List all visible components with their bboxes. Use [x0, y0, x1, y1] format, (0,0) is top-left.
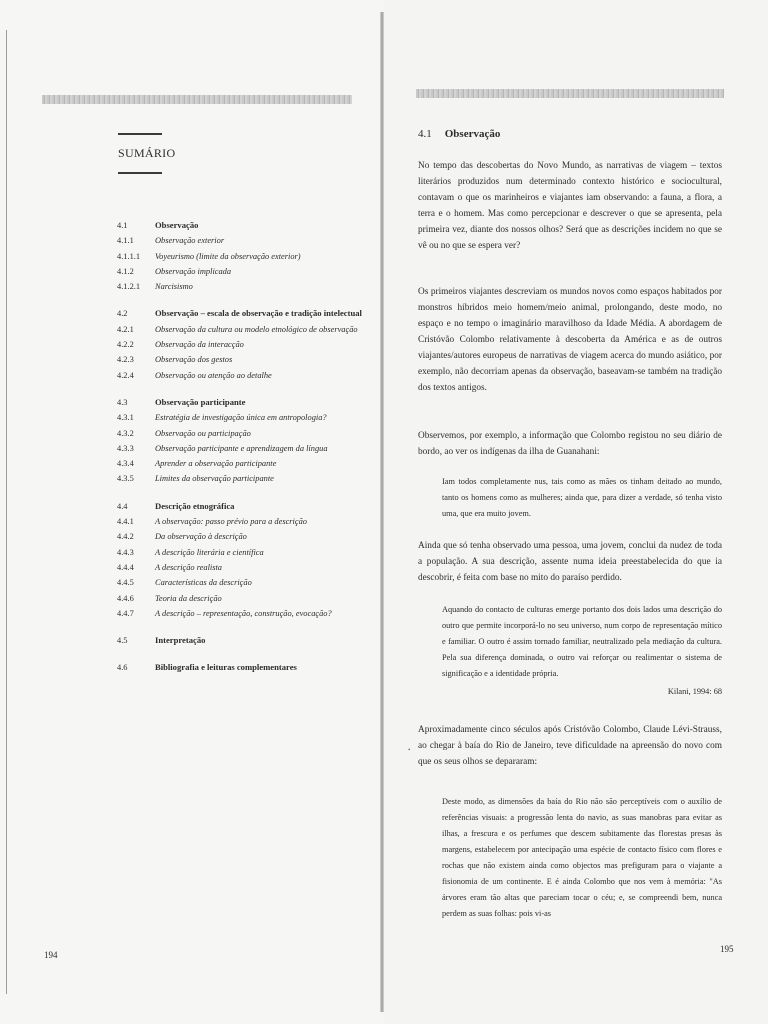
toc-entry-number: 4.4.6 — [117, 593, 134, 603]
body-paragraph: Ainda que só tenha observado uma pessoa, uma jovem, conclui da nudez de toda a população. A sua descrição, assente numa ideia preestabelecida do que ia descobrir, é feita com base no mito do paraíso perdido. — [418, 541, 722, 583]
toc-entry-title: Observação da cultura ou modelo etnológico de observação — [155, 324, 358, 334]
toc-entry-title: Observação participante — [155, 396, 246, 407]
body-paragraph: Observemos, por exemplo, a informação que Colombo registou no seu diário de bordo, ao ver os indígenas da ilha de Guanahani: — [418, 431, 722, 457]
toc-entry-title: Teoria da descrição — [155, 593, 222, 603]
toc-entry — [117, 499, 367, 514]
toc-entry — [117, 322, 367, 337]
toc-entry-title: Observação participante e aprendizagem da língua — [155, 443, 328, 453]
toc-entry-number: 4.6 — [117, 663, 128, 673]
toc-entry — [117, 441, 367, 456]
toc-title-rule-top — [118, 133, 162, 135]
toc-entry — [117, 352, 367, 367]
margin-mark: • — [408, 746, 411, 754]
toc-entry — [117, 395, 367, 410]
toc-entry — [117, 233, 367, 248]
toc-entry — [117, 426, 367, 441]
toc-entry-number: 4.4.1 — [117, 517, 134, 527]
toc-entry-title: Observação exterior — [155, 236, 225, 246]
toc-group — [117, 218, 367, 294]
toc-entry-number: 4.2.1 — [117, 324, 134, 334]
toc-entry-number: 4.3 — [117, 397, 128, 407]
toc-entry — [117, 633, 367, 648]
toc-entry-number: 4.1.1 — [117, 236, 134, 246]
toc-entry — [117, 249, 367, 264]
toc-entry — [117, 529, 367, 544]
toc-entry — [117, 218, 367, 233]
toc-entry-number: 4.2.3 — [117, 355, 134, 365]
section-title: Observação — [444, 128, 501, 140]
toc-group — [117, 660, 367, 675]
toc-entry-title: Estratégia de investigação única em antropologia? — [155, 413, 327, 423]
quote-citation: Kilani, 1994: 68 — [667, 687, 722, 696]
toc-entry — [117, 575, 367, 590]
toc-entry — [117, 471, 367, 486]
toc-entry-number: 4.3.1 — [117, 413, 134, 423]
toc-title: SUMÁRIO — [118, 146, 176, 160]
toc-entry-number: 4.3.4 — [117, 459, 134, 469]
toc-group — [117, 633, 367, 648]
toc-entry-number: 4.3.3 — [117, 443, 134, 453]
toc-entry-title: Limites da observação participante — [155, 474, 274, 484]
toc-entry-title: Observação ou atenção ao detalhe — [155, 370, 272, 380]
toc-entry — [117, 279, 367, 294]
section-number: 4.1 — [418, 128, 432, 140]
toc-entry — [117, 410, 367, 425]
toc-entry-title: Voyeurismo (limite da observação exterior) — [155, 251, 301, 261]
table-of-contents — [117, 218, 367, 688]
block-quote: Iam todos completamente nus, tais como as mães os tinham deitado ao mundo, tanto os homens como as mulheres; ainda que, para dizer a verdade, só tenha visto uma, que era muito jovem. — [442, 477, 722, 518]
toc-entry-number: 4.4.3 — [117, 547, 134, 557]
toc-group — [117, 306, 367, 382]
toc-entry-title: Narcisismo — [155, 282, 193, 292]
toc-entry-number: 4.2 — [117, 309, 128, 319]
toc-entry-title: Descrição etnográfica — [155, 500, 235, 511]
toc-entry-number: 4.1.1.1 — [117, 251, 141, 261]
page-number-left: 194 — [44, 950, 58, 960]
toc-entry-title: Observação – escala de observação e tradição intelectual — [155, 308, 362, 319]
toc-entry-number: 4.5 — [117, 636, 128, 646]
toc-entry-number: 4.4.5 — [117, 578, 134, 588]
toc-entry-title: A descrição literária e científica — [155, 547, 264, 557]
page-number-right: 195 — [720, 944, 734, 954]
toc-entry-title: Aprender a observação participante — [155, 459, 277, 469]
toc-entry-title: Da observação à descrição — [155, 532, 247, 542]
toc-entry-number: 4.4 — [117, 501, 128, 511]
toc-entry-title: Bibliografia e leituras complementares — [155, 662, 297, 673]
body-paragraph: No tempo das descobertas do Novo Mundo, as narrativas de viagem – textos literários produzidos num determinado contexto histórico e sociocultural, contavam o que os marinheiros e viajantes iam observando: a fauna, a flora, a terra e o homem. Mas como percepcionar e descrever o que se apresenta, pela primeira vez, diante dos nossos olhos? Será que as descrições incidem no que se vê ou no que se espera ver? — [418, 161, 722, 251]
toc-entry — [117, 560, 367, 575]
toc-entry — [117, 368, 367, 383]
toc-entry-number: 4.1.2.1 — [117, 282, 141, 292]
toc-entry-title: Observação da interacção — [155, 340, 244, 350]
scan-header-bar — [416, 89, 724, 98]
body-paragraph: Aproximadamente cinco séculos após Cristóvão Colombo, Claude Lévi-Strauss, ao chegar à baía do Rio de Janeiro, teve dificuldade na apreensão do novo com que os seus olhos se depararam: — [418, 725, 722, 767]
toc-entry — [117, 456, 367, 471]
toc-entry — [117, 514, 367, 529]
toc-entry — [117, 306, 367, 321]
toc-entry — [117, 264, 367, 279]
toc-entry-number: 4.3.5 — [117, 474, 134, 484]
toc-group — [117, 499, 367, 621]
toc-entry-title: A observação: passo prévio para a descrição — [155, 517, 307, 527]
page-edge-line — [6, 30, 7, 994]
toc-entry — [117, 606, 367, 621]
toc-entry-number: 4.3.2 — [117, 428, 134, 438]
block-quote: Deste modo, as dimensões da baía do Rio não são perceptíveis com o auxílio de referências visuais: a progressão lenta do navio, as suas manobras para evitar as ilhas, a frescura e os perfumes que descem subitamente das florestas presas às margens, estabelecem por antecipação uma espécie de contacto físico com flores e rochas que não existem ainda como objectos mas prefiguram para o viajante a fisionomia de um continente. E é ainda Colombo que nos vem à memória: "As árvores eram tão altas que pareciam tocar o céu; e, se compreendi bem, nunca perdem as suas folhas: pois vi-as — [442, 797, 722, 918]
toc-entry-number: 4.1 — [117, 221, 128, 230]
toc-entry-title: Interpretação — [155, 635, 206, 646]
block-quote — [442, 602, 722, 700]
quote-text: Aquando do contacto de culturas emerge portanto dos dois lados uma descrição do outro que permite incorporá-lo no seu universo, num corpo de representação mítico e familiar. O outro é assim tornado familiar, neutralizado pela mediação da cultura. Pela sua diferença dominada, o outro vai reforçar ou realimentar o sistema de significação e a identidade própria. — [442, 605, 722, 678]
toc-entry-title: Observação dos gestos — [155, 355, 233, 365]
toc-entry-number: 4.4.2 — [117, 532, 134, 542]
section-heading — [418, 128, 500, 140]
toc-entry-number: 4.4.4 — [117, 562, 134, 572]
scan-header-bar — [42, 95, 352, 104]
toc-entry-number: 4.1.2 — [117, 266, 134, 276]
toc-entry-title: Características da descrição — [155, 578, 252, 588]
toc-entry-title: Observação ou participação — [155, 428, 251, 438]
toc-entry-title: Observação — [155, 220, 199, 230]
toc-entry — [117, 337, 367, 352]
toc-entry-number: 4.2.4 — [117, 370, 134, 380]
toc-entry — [117, 591, 367, 606]
toc-entry-title: A descrição realista — [155, 562, 222, 572]
toc-entry-number: 4.4.7 — [117, 608, 134, 618]
toc-entry — [117, 545, 367, 560]
toc-entry-number: 4.2.2 — [117, 340, 134, 350]
right-page — [384, 0, 768, 1024]
toc-group — [117, 395, 367, 487]
body-paragraph: Os primeiros viajantes descreviam os mundos novos como espaços habitados por monstros híbridos meio homem/meio animal, prolongando, deste modo, no espaço e no tempo o imaginário maravilhoso da Idade Média. A abordagem de Cristóvão Colombo relativamente à descoberta da América e as de outros viajantes/autores europeus de narrativas de viagem acerca do mundo asiático, por exemplo, não decorriam apenas da observação, baseavam-se também na tradição dos textos antigos. — [418, 287, 722, 393]
toc-entry-title: A descrição – representação, construção, evocação? — [155, 608, 332, 618]
toc-entry — [117, 660, 367, 675]
toc-title-rule-bottom — [118, 172, 162, 174]
toc-entry-title: Observação implicada — [155, 266, 232, 276]
